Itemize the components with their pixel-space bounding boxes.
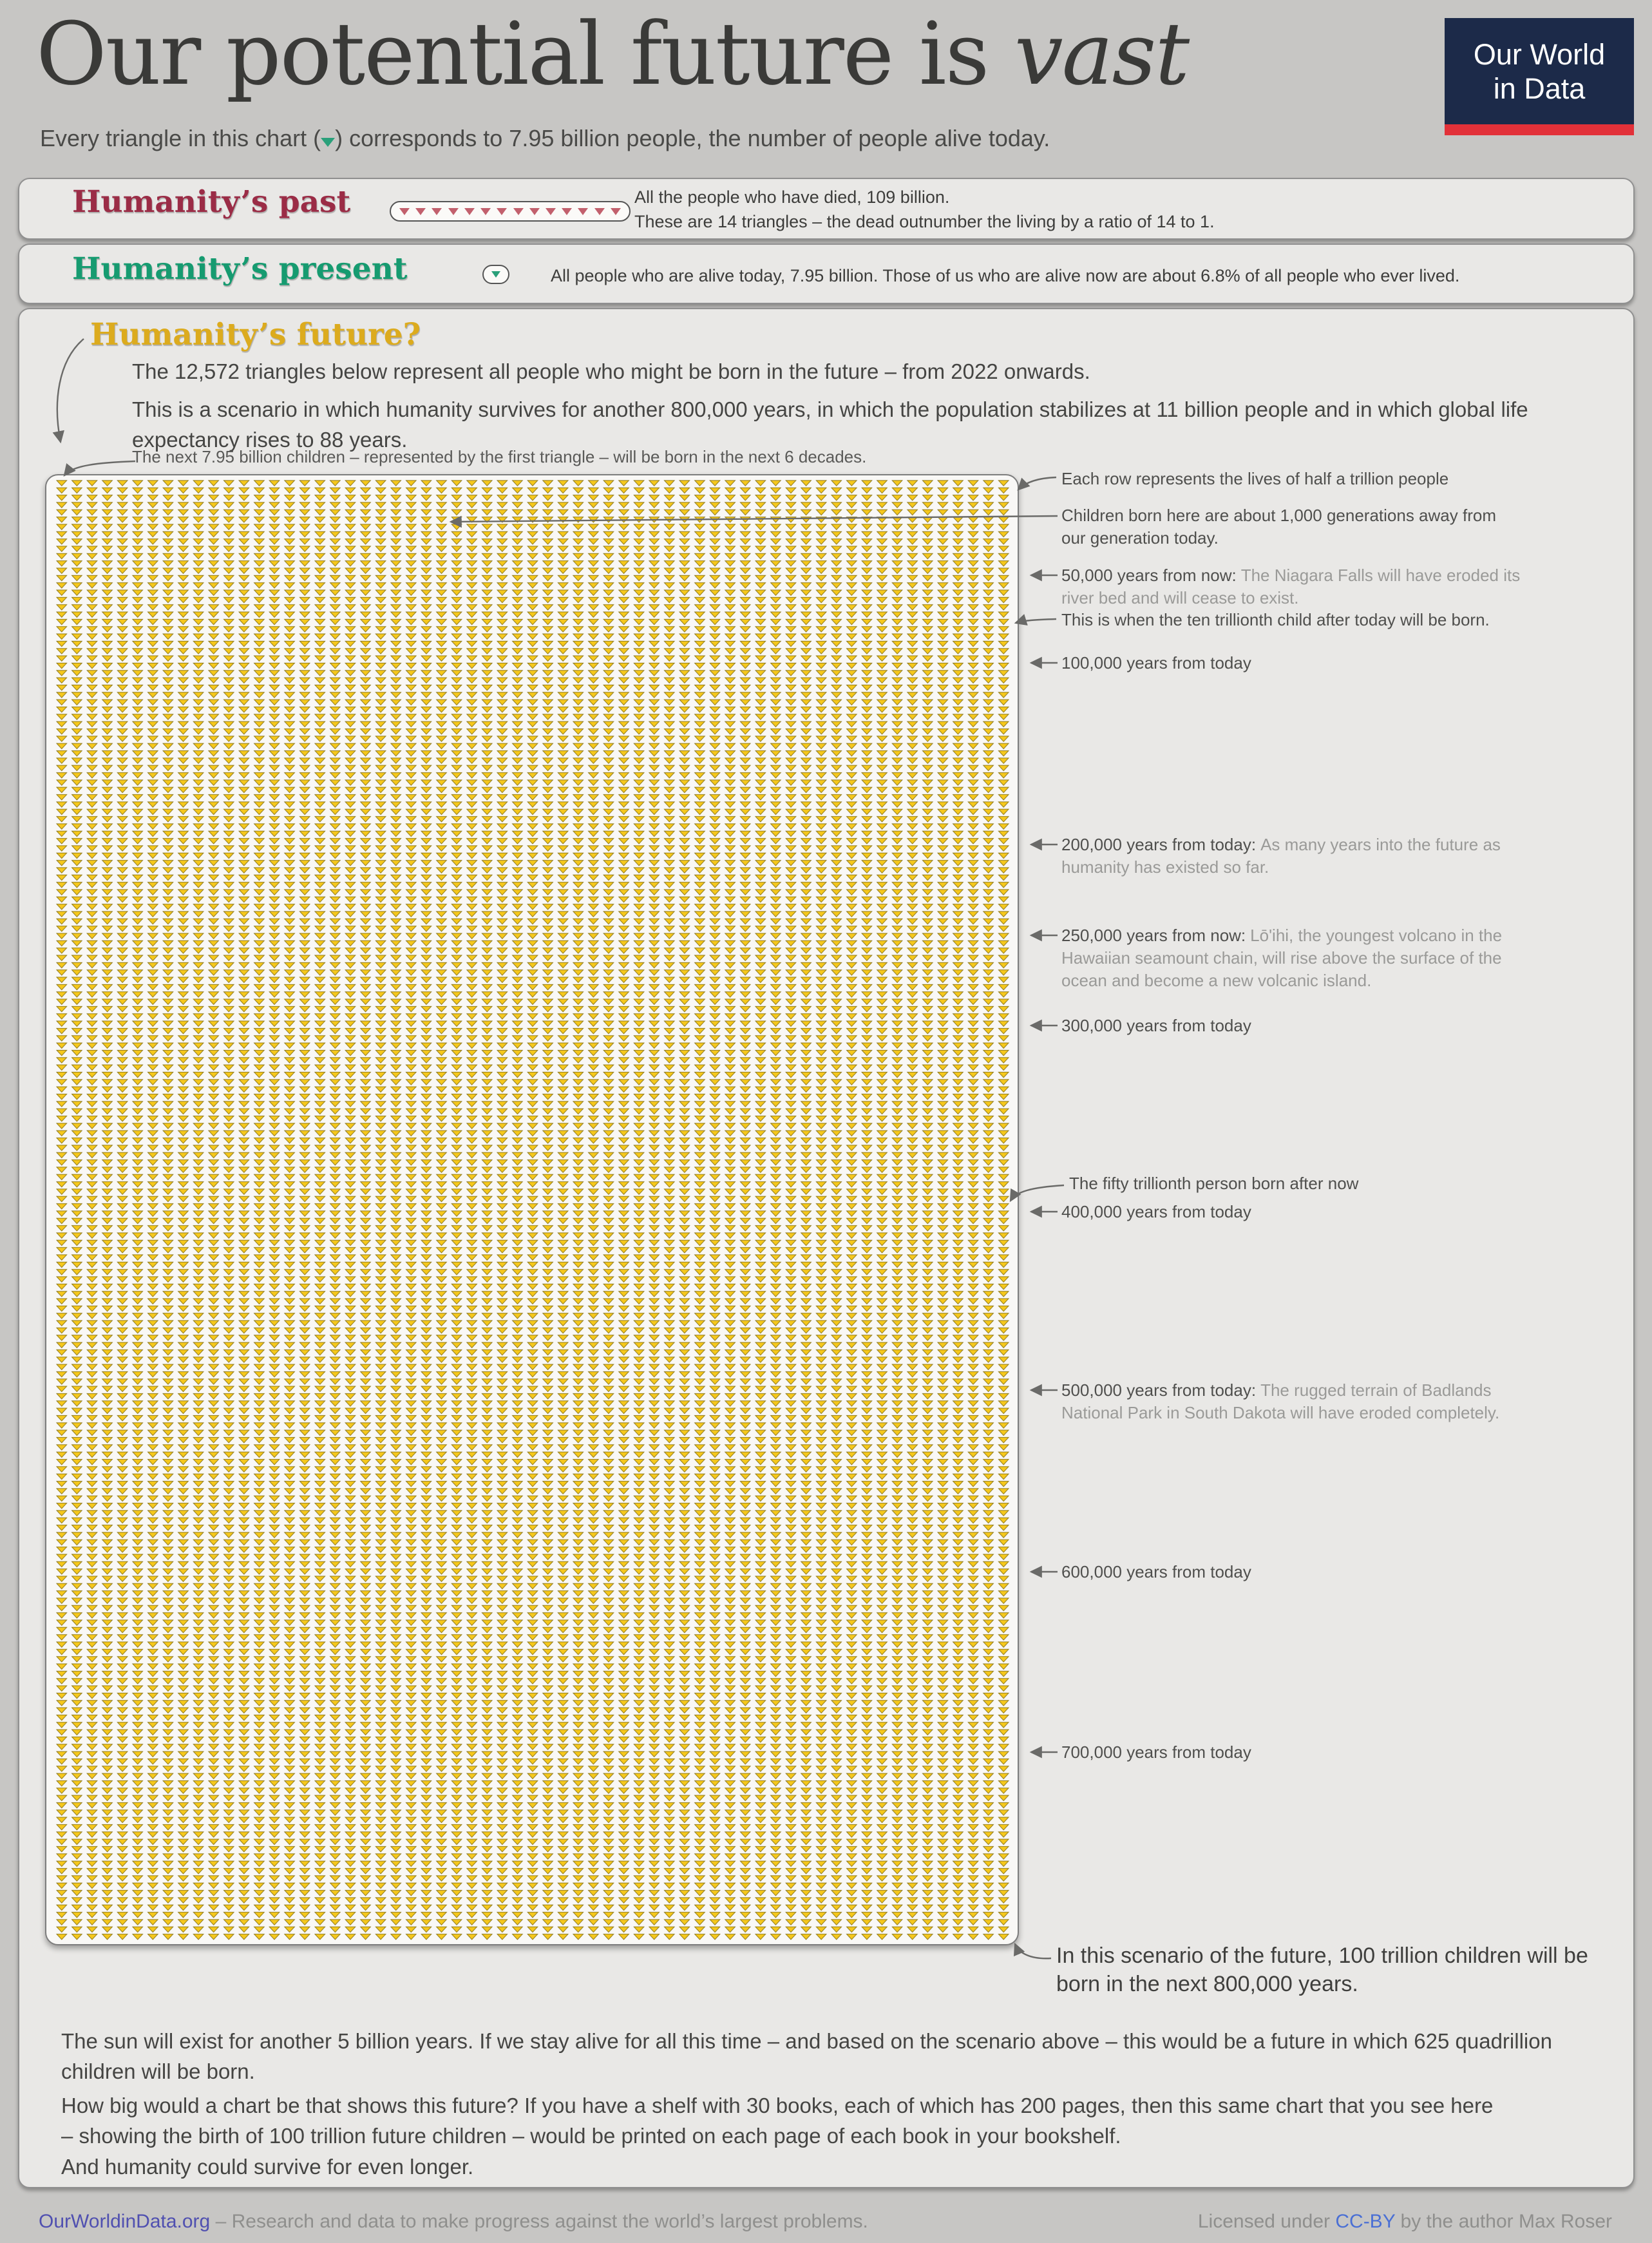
heading-humanitys-present: Humanity’s present	[72, 251, 408, 287]
pill-triangle-icon	[480, 208, 491, 215]
annotation-250k-detail: Lō'ihi, the youngest volcano in the Hawaiian seamount chain, will rise above the surface of the ocean and become a new volcanic island.	[1061, 926, 1503, 990]
pill-triangle-icon	[546, 208, 556, 215]
annotation-500k-years	[1061, 1379, 1525, 1424]
annotation-scenario-total: In this scenario of the future, 100 trillion children will be born in the next 800,000 years.	[1056, 1943, 1588, 1996]
pill-triangle-icon	[415, 208, 426, 215]
page-title-main: Our potential future is	[36, 4, 1014, 104]
page-title-emphasis: vast	[1014, 4, 1189, 104]
pill-triangle-icon	[448, 208, 459, 215]
pill-triangle-icon	[497, 208, 507, 215]
heading-humanitys-past: Humanity’s past	[72, 184, 351, 220]
outro-longer: And humanity could survive for even longer.	[61, 2155, 474, 2179]
heading-humanitys-future: Humanity’s future?	[90, 317, 421, 352]
present-description: All people who are alive today, 7.95 billion. Those of us who are alive now are about 6.8% of all people who ever lived.	[551, 266, 1460, 285]
past-line2: These are 14 triangles – the dead outnumber the living by a ratio of 14 to 1.	[634, 212, 1215, 231]
ccby-link[interactable]: CC-BY	[1335, 2211, 1396, 2232]
subtitle-post: ) corresponds to 7.95 billion people, the number of people alive today.	[335, 125, 1050, 151]
footer-right	[1198, 2211, 1612, 2233]
subtitle-pre: Every triangle in this chart (	[40, 125, 321, 151]
owid-logo-line1: Our World	[1473, 37, 1606, 71]
past-description	[634, 185, 1215, 234]
annotation-each-row: Each row represents the lives of half a trillion people	[1061, 469, 1449, 488]
annotation-250k-years	[1061, 924, 1535, 992]
annotation-500k-label: 500,000 years from today:	[1061, 1380, 1257, 1400]
future-triangle-grid	[54, 479, 1011, 1940]
triangle-grid-svg	[54, 479, 1011, 1940]
footer-tagline: – Research and data to make progress against the world’s largest problems.	[210, 2211, 868, 2232]
owid-logo	[1445, 18, 1634, 135]
page-title	[36, 4, 1188, 104]
annotation-children-born: Children born here are about 1,000 generations away from our generation today.	[1061, 506, 1496, 548]
first-triangle-note: The next 7.95 billion children – represented by the first triangle – will be born in the next 6 decades.	[132, 447, 867, 466]
annotation-50k-years	[1061, 564, 1528, 609]
future-intro-2: This is a scenario in which humanity survives for another 800,000 years, in which the population stabilizes at 11 billion people and in which global life expectancy rises to 88 years.	[132, 397, 1528, 452]
annotation-700k-years: 700,000 years from today	[1061, 1742, 1251, 1762]
annotation-200k-detail: As many years into the future as humanity has existed so far.	[1061, 835, 1501, 877]
owid-logo-line2: in Data	[1493, 72, 1586, 105]
pill-triangle-icon	[594, 208, 605, 215]
past-triangle-pill	[390, 201, 631, 222]
license-post: by the author Max Roser	[1395, 2211, 1612, 2232]
annotation-500k-detail: The rugged terrain of Badlands National Park in South Dakota will have eroded completely.	[1061, 1380, 1500, 1422]
annotation-100k-years: 100,000 years from today	[1061, 653, 1251, 673]
annotation-600k-years: 600,000 years from today	[1061, 1562, 1251, 1581]
pill-triangle-icon	[491, 271, 500, 278]
pill-triangle-icon	[399, 208, 410, 215]
annotation-400k-years: 400,000 years from today	[1061, 1202, 1251, 1221]
pill-triangle-icon	[562, 208, 572, 215]
outro-sun: The sun will exist for another 5 billion years. If we stay alive for all this time – and based on the scenario above – this would be a future in which 625 quadrillion children will be born.	[61, 2029, 1552, 2083]
present-triangle-pill	[482, 265, 509, 284]
pill-triangle-icon	[464, 208, 475, 215]
annotation-200k-label: 200,000 years from today:	[1061, 835, 1257, 854]
pill-triangle-icon	[529, 208, 540, 215]
annotation-300k-years: 300,000 years from today	[1061, 1016, 1251, 1035]
annotation-fifty-trillionth: The fifty trillionth person born after now	[1069, 1174, 1359, 1193]
pill-triangle-icon	[611, 208, 621, 215]
subtitle	[40, 125, 1050, 152]
annotation-ten-trillionth: This is when the ten trillionth child after today will be born.	[1061, 610, 1490, 629]
annotation-200k-years	[1061, 834, 1509, 879]
annotation-50k-label: 50,000 years from now:	[1061, 566, 1237, 585]
footer-left	[39, 2211, 868, 2233]
past-line1: All the people who have died, 109 billion.	[634, 187, 950, 207]
owid-link[interactable]: OurWorldinData.org	[39, 2211, 211, 2232]
annotation-50k-detail: The Niagara Falls will have eroded its river bed and will cease to exist.	[1061, 566, 1521, 607]
pill-triangle-icon	[513, 208, 524, 215]
license-pre: Licensed under	[1197, 2211, 1336, 2232]
annotation-250k-label: 250,000 years from now:	[1061, 926, 1246, 945]
pill-triangle-icon	[432, 208, 442, 215]
triangle-legend-icon	[321, 138, 335, 147]
outro-bookshelf: How big would a chart be that shows this future? If you have a shelf with 30 books, each of which has 200 pages, then this same chart that you see here – showing the birth of 100 trillion future children – would be printed on each page of each book in your bookshelf.	[61, 2094, 1494, 2148]
future-intro-1: The 12,572 triangles below represent all people who might be born in the future – from 2022 onwards.	[132, 359, 1090, 383]
pill-triangle-icon	[578, 208, 588, 215]
